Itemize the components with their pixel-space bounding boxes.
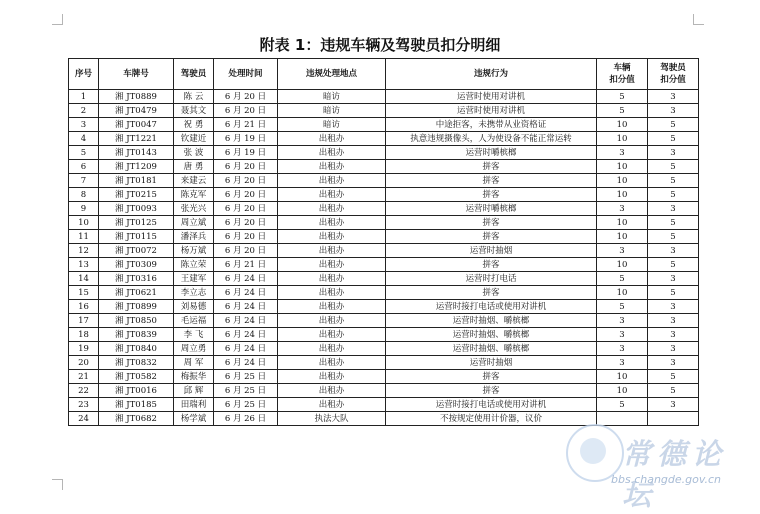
cell-behavior: 拼客 xyxy=(386,384,597,398)
cell-plate: 湘 JT0072 xyxy=(99,244,174,258)
cell-driver: 李立志 xyxy=(174,286,214,300)
cell-date: 6 月 24 日 xyxy=(214,342,278,356)
cell-no: 20 xyxy=(69,356,99,370)
cell-place: 出租办 xyxy=(278,356,386,370)
table-row xyxy=(69,286,699,300)
cell-car-points: 3 xyxy=(597,244,648,258)
cell-plate: 湘 JT0899 xyxy=(99,300,174,314)
cell-driver: 祝 勇 xyxy=(174,118,214,132)
cell-plate: 湘 JT0316 xyxy=(99,272,174,286)
cell-no: 2 xyxy=(69,104,99,118)
cell-behavior: 运营时抽烟、嚼槟榔 xyxy=(386,342,597,356)
cell-behavior: 拼客 xyxy=(386,286,597,300)
table-row xyxy=(69,258,699,272)
cell-place: 出租办 xyxy=(278,188,386,202)
cell-date: 6 月 20 日 xyxy=(214,202,278,216)
cell-behavior: 运营时抽烟、嚼槟榔 xyxy=(386,328,597,342)
cell-driver-points: 5 xyxy=(648,384,699,398)
cell-date: 6 月 20 日 xyxy=(214,216,278,230)
cell-car-points: 10 xyxy=(597,258,648,272)
table-row xyxy=(69,104,699,118)
cell-behavior: 拼客 xyxy=(386,370,597,384)
cell-date: 6 月 26 日 xyxy=(214,412,278,426)
table-row xyxy=(69,188,699,202)
cell-place: 出租办 xyxy=(278,258,386,272)
cell-date: 6 月 24 日 xyxy=(214,356,278,370)
cell-no: 22 xyxy=(69,384,99,398)
cell-date: 6 月 24 日 xyxy=(214,328,278,342)
cell-car-points: 10 xyxy=(597,384,648,398)
cell-plate: 湘 JT1209 xyxy=(99,160,174,174)
table-row xyxy=(69,216,699,230)
cell-plate: 湘 JT0621 xyxy=(99,286,174,300)
cell-place: 出租办 xyxy=(278,398,386,412)
cell-place: 出租办 xyxy=(278,314,386,328)
cell-plate: 湘 JT0850 xyxy=(99,314,174,328)
cell-date: 6 月 19 日 xyxy=(214,132,278,146)
cell-behavior: 运营时嚼槟榔 xyxy=(386,202,597,216)
cell-behavior: 运营时使用对讲机 xyxy=(386,104,597,118)
cell-plate: 湘 JT0093 xyxy=(99,202,174,216)
cell-driver-points: 5 xyxy=(648,160,699,174)
cell-place: 出租办 xyxy=(278,174,386,188)
cell-behavior: 运营时抽烟 xyxy=(386,356,597,370)
cell-no: 18 xyxy=(69,328,99,342)
cell-date: 6 月 25 日 xyxy=(214,370,278,384)
table-row xyxy=(69,314,699,328)
cell-behavior: 拼客 xyxy=(386,160,597,174)
cell-driver: 唐 勇 xyxy=(174,160,214,174)
table-row xyxy=(69,230,699,244)
page-corner-mark xyxy=(693,14,704,25)
cell-driver-points: 3 xyxy=(648,398,699,412)
cell-driver-points: 3 xyxy=(648,342,699,356)
cell-no: 13 xyxy=(69,258,99,272)
cell-driver: 潘泽兵 xyxy=(174,230,214,244)
cell-driver-points: 3 xyxy=(648,356,699,370)
cell-no: 11 xyxy=(69,230,99,244)
cell-plate: 湘 JT1221 xyxy=(99,132,174,146)
cell-place: 出租办 xyxy=(278,286,386,300)
cell-driver: 钦建近 xyxy=(174,132,214,146)
cell-driver: 邱 辉 xyxy=(174,384,214,398)
cell-car-points: 10 xyxy=(597,286,648,300)
header-car-points: 车辆 扣分值 xyxy=(597,59,648,90)
cell-car-points: 10 xyxy=(597,216,648,230)
cell-driver: 杨学斌 xyxy=(174,412,214,426)
cell-driver-points: 3 xyxy=(648,300,699,314)
cell-date: 6 月 24 日 xyxy=(214,300,278,314)
cell-car-points: 10 xyxy=(597,230,648,244)
table-row xyxy=(69,342,699,356)
header-driver: 驾驶员 xyxy=(174,59,214,90)
cell-place: 执法大队 xyxy=(278,412,386,426)
cell-behavior: 不按规定使用计价器，议价 xyxy=(386,412,597,426)
cell-no: 3 xyxy=(69,118,99,132)
cell-plate: 湘 JT0047 xyxy=(99,118,174,132)
cell-driver-points: 5 xyxy=(648,258,699,272)
page-corner-mark xyxy=(52,14,63,25)
cell-date: 6 月 25 日 xyxy=(214,398,278,412)
cell-place: 出租办 xyxy=(278,370,386,384)
watermark-brand: 常德论坛 xyxy=(622,437,728,512)
cell-date: 6 月 25 日 xyxy=(214,384,278,398)
header-behavior: 违规行为 xyxy=(386,59,597,90)
cell-place: 暗访 xyxy=(278,90,386,104)
cell-car-points: 10 xyxy=(597,174,648,188)
cell-place: 出租办 xyxy=(278,342,386,356)
cell-car-points: 5 xyxy=(597,90,648,104)
cell-date: 6 月 20 日 xyxy=(214,244,278,258)
cell-behavior: 拼客 xyxy=(386,230,597,244)
cell-plate: 湘 JT0016 xyxy=(99,384,174,398)
cell-car-points: 10 xyxy=(597,188,648,202)
cell-no: 1 xyxy=(69,90,99,104)
cell-driver: 张 波 xyxy=(174,146,214,160)
cell-driver: 来建云 xyxy=(174,174,214,188)
cell-no: 10 xyxy=(69,216,99,230)
cell-no: 21 xyxy=(69,370,99,384)
cell-driver: 聂其文 xyxy=(174,104,214,118)
cell-plate: 湘 JT0582 xyxy=(99,370,174,384)
table-row xyxy=(69,328,699,342)
cell-driver-points: 3 xyxy=(648,202,699,216)
cell-driver-points: 5 xyxy=(648,118,699,132)
cell-place: 出租办 xyxy=(278,160,386,174)
cell-car-points xyxy=(597,412,648,426)
cell-plate: 湘 JT0125 xyxy=(99,216,174,230)
cell-driver: 田瑞利 xyxy=(174,398,214,412)
cell-behavior: 中途拒客，未携带从业资格证 xyxy=(386,118,597,132)
header-place: 违规处理地点 xyxy=(278,59,386,90)
cell-plate: 湘 JT0115 xyxy=(99,230,174,244)
table-row xyxy=(69,370,699,384)
cell-driver-points: 3 xyxy=(648,314,699,328)
cell-driver-points: 3 xyxy=(648,90,699,104)
cell-driver-points: 3 xyxy=(648,104,699,118)
cell-no: 14 xyxy=(69,272,99,286)
cell-place: 暗访 xyxy=(278,104,386,118)
cell-driver: 周立斌 xyxy=(174,216,214,230)
cell-place: 出租办 xyxy=(278,146,386,160)
cell-car-points: 5 xyxy=(597,398,648,412)
cell-no: 5 xyxy=(69,146,99,160)
cell-plate: 湘 JT0143 xyxy=(99,146,174,160)
table-row xyxy=(69,174,699,188)
cell-plate: 湘 JT0682 xyxy=(99,412,174,426)
cell-place: 出租办 xyxy=(278,202,386,216)
cell-date: 6 月 24 日 xyxy=(214,314,278,328)
cell-plate: 湘 JT0889 xyxy=(99,90,174,104)
cell-no: 12 xyxy=(69,244,99,258)
cell-car-points: 10 xyxy=(597,370,648,384)
table-row xyxy=(69,90,699,104)
cell-date: 6 月 19 日 xyxy=(214,146,278,160)
cell-no: 15 xyxy=(69,286,99,300)
cell-place: 出租办 xyxy=(278,216,386,230)
cell-date: 6 月 20 日 xyxy=(214,160,278,174)
cell-behavior: 拼客 xyxy=(386,174,597,188)
cell-no: 8 xyxy=(69,188,99,202)
cell-car-points: 3 xyxy=(597,356,648,370)
cell-driver-points: 3 xyxy=(648,244,699,258)
cell-date: 6 月 21 日 xyxy=(214,118,278,132)
cell-driver-points: 5 xyxy=(648,132,699,146)
cell-place: 出租办 xyxy=(278,272,386,286)
cell-no: 9 xyxy=(69,202,99,216)
table-row xyxy=(69,412,699,426)
cell-plate: 湘 JT0832 xyxy=(99,356,174,370)
cell-behavior: 拼客 xyxy=(386,188,597,202)
table-row xyxy=(69,146,699,160)
cell-plate: 湘 JT0839 xyxy=(99,328,174,342)
cell-driver-points: 3 xyxy=(648,146,699,160)
cell-behavior: 运营时嚼槟榔 xyxy=(386,146,597,160)
cell-plate: 湘 JT0215 xyxy=(99,188,174,202)
cell-driver-points: 5 xyxy=(648,230,699,244)
violation-table xyxy=(68,58,699,426)
cell-driver: 李 飞 xyxy=(174,328,214,342)
table-row xyxy=(69,356,699,370)
page-corner-mark xyxy=(52,479,63,490)
cell-car-points: 5 xyxy=(597,300,648,314)
cell-car-points: 5 xyxy=(597,104,648,118)
cell-date: 6 月 20 日 xyxy=(214,174,278,188)
cell-no: 24 xyxy=(69,412,99,426)
cell-date: 6 月 24 日 xyxy=(214,286,278,300)
cell-plate: 湘 JT0479 xyxy=(99,104,174,118)
cell-date: 6 月 20 日 xyxy=(214,104,278,118)
table-row xyxy=(69,244,699,258)
cell-driver: 杨万斌 xyxy=(174,244,214,258)
watermark-url: bbs.changde.gov.cn xyxy=(611,473,721,486)
table-row xyxy=(69,272,699,286)
cell-place: 暗访 xyxy=(278,118,386,132)
cell-car-points: 3 xyxy=(597,328,648,342)
cell-driver-points: 5 xyxy=(648,286,699,300)
cell-date: 6 月 21 日 xyxy=(214,258,278,272)
cell-plate: 湘 JT0309 xyxy=(99,258,174,272)
cell-place: 出租办 xyxy=(278,230,386,244)
cell-driver: 陈 云 xyxy=(174,90,214,104)
cell-no: 19 xyxy=(69,342,99,356)
cell-driver: 陈立荣 xyxy=(174,258,214,272)
cell-driver-points: 5 xyxy=(648,216,699,230)
cell-car-points: 10 xyxy=(597,160,648,174)
cell-date: 6 月 24 日 xyxy=(214,272,278,286)
cell-driver-points xyxy=(648,412,699,426)
cell-driver-points: 5 xyxy=(648,370,699,384)
page-title: 附表 1：违规车辆及驾驶员扣分明细 xyxy=(259,36,501,54)
cell-plate: 湘 JT0181 xyxy=(99,174,174,188)
table-row xyxy=(69,398,699,412)
header-driver-points: 驾驶员 扣分值 xyxy=(648,59,699,90)
table-row xyxy=(69,118,699,132)
cell-driver-points: 3 xyxy=(648,328,699,342)
table-row xyxy=(69,300,699,314)
cell-driver: 毛运福 xyxy=(174,314,214,328)
cell-no: 6 xyxy=(69,160,99,174)
cell-place: 出租办 xyxy=(278,244,386,258)
cell-driver-points: 5 xyxy=(648,174,699,188)
cell-no: 7 xyxy=(69,174,99,188)
cell-behavior: 运营时抽烟、嚼槟榔 xyxy=(386,314,597,328)
cell-car-points: 3 xyxy=(597,202,648,216)
cell-driver-points: 5 xyxy=(648,188,699,202)
cell-no: 16 xyxy=(69,300,99,314)
table-header-row xyxy=(69,59,699,90)
cell-car-points: 10 xyxy=(597,132,648,146)
cell-place: 出租办 xyxy=(278,384,386,398)
cell-plate: 湘 JT0840 xyxy=(99,342,174,356)
header-date: 处理时间 xyxy=(214,59,278,90)
cell-driver: 刘易德 xyxy=(174,300,214,314)
cell-car-points: 10 xyxy=(597,118,648,132)
cell-car-points: 3 xyxy=(597,146,648,160)
cell-car-points: 5 xyxy=(597,272,648,286)
header-plate: 车牌号 xyxy=(99,59,174,90)
cell-car-points: 3 xyxy=(597,314,648,328)
cell-driver: 梅振华 xyxy=(174,370,214,384)
table-row xyxy=(69,202,699,216)
cell-no: 4 xyxy=(69,132,99,146)
cell-plate: 湘 JT0185 xyxy=(99,398,174,412)
cell-behavior: 运营时抽烟 xyxy=(386,244,597,258)
cell-driver: 周立勇 xyxy=(174,342,214,356)
table-row xyxy=(69,160,699,174)
cell-no: 23 xyxy=(69,398,99,412)
cell-behavior: 运营时接打电话或使用对讲机 xyxy=(386,300,597,314)
cell-behavior: 运营时使用对讲机 xyxy=(386,90,597,104)
header-no: 序号 xyxy=(69,59,99,90)
cell-driver: 周 军 xyxy=(174,356,214,370)
cell-behavior: 拼客 xyxy=(386,216,597,230)
cell-driver-points: 3 xyxy=(648,272,699,286)
cell-behavior: 拼客 xyxy=(386,258,597,272)
cell-behavior: 运营时打电话 xyxy=(386,272,597,286)
cell-driver: 王建军 xyxy=(174,272,214,286)
cell-driver: 陈克军 xyxy=(174,188,214,202)
table-row xyxy=(69,384,699,398)
cell-car-points: 3 xyxy=(597,342,648,356)
cell-date: 6 月 20 日 xyxy=(214,188,278,202)
cell-date: 6 月 20 日 xyxy=(214,90,278,104)
cell-no: 17 xyxy=(69,314,99,328)
cell-place: 出租办 xyxy=(278,132,386,146)
cell-place: 出租办 xyxy=(278,328,386,342)
cell-driver: 张光兴 xyxy=(174,202,214,216)
cell-place: 出租办 xyxy=(278,300,386,314)
cell-date: 6 月 20 日 xyxy=(214,230,278,244)
cell-behavior: 执意违规摄像头，人为使设备不能正常运转 xyxy=(386,132,597,146)
cell-behavior: 运营时接打电话或使用对讲机 xyxy=(386,398,597,412)
table-row xyxy=(69,132,699,146)
